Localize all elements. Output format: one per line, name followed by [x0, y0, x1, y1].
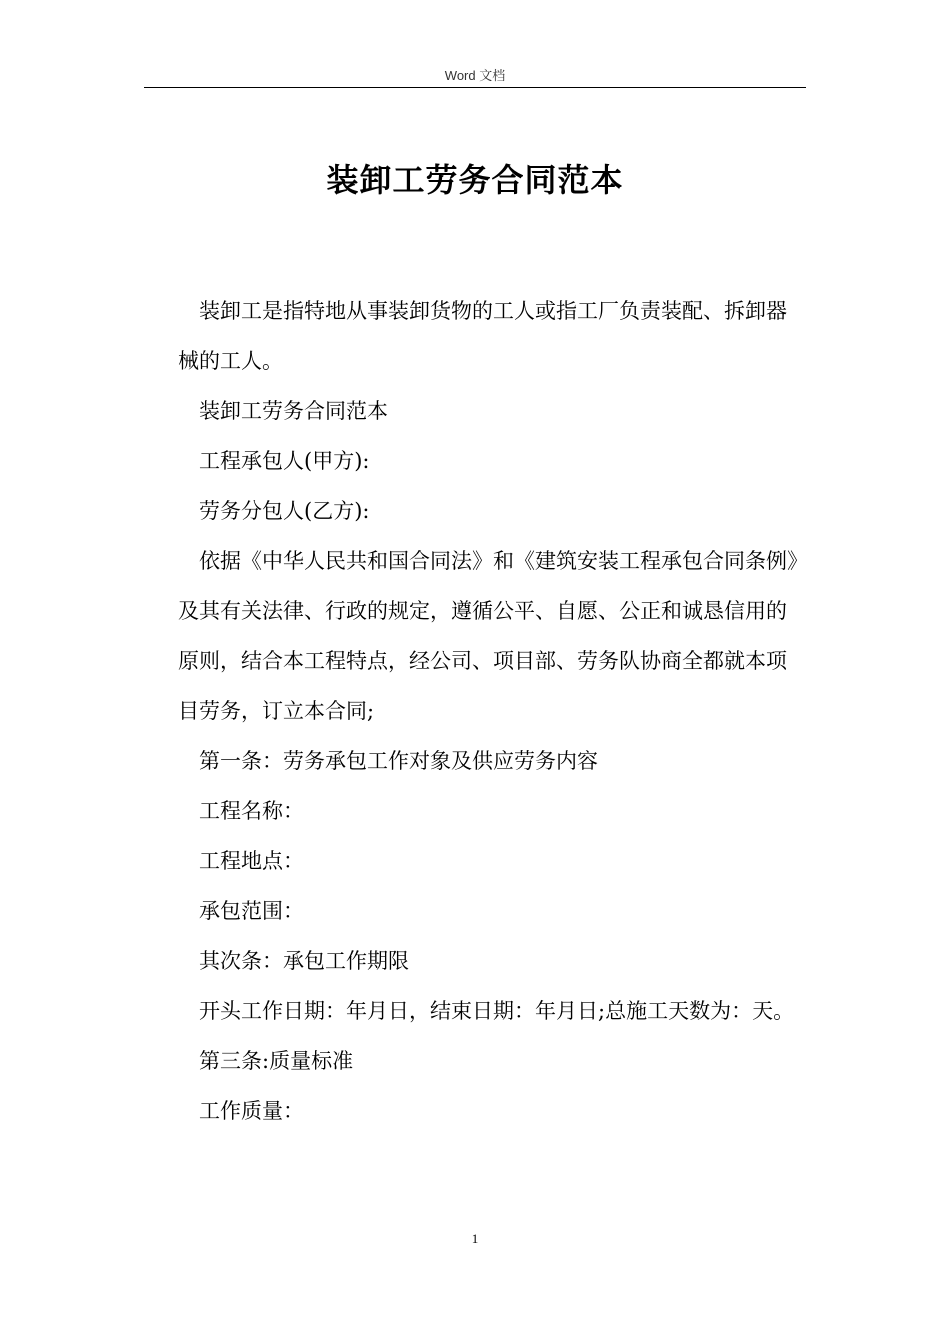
paragraph-work-quality: 工作质量： [199, 1099, 304, 1123]
paragraph-article-3: 第三条:质量标准 [199, 1049, 354, 1073]
header-divider [144, 87, 806, 88]
paragraph-contract-scope: 承包范围： [199, 899, 304, 923]
paragraph-project-name: 工程名称： [199, 799, 304, 823]
page-header-label: Word 文档 [444, 68, 506, 83]
paragraph-article-2: 其次条：承包工作期限 [199, 949, 409, 973]
paragraph-work-dates: 开头工作日期：年月日，结束日期：年月日;总施工天数为：天。 [199, 999, 795, 1023]
document-title: 装卸工劳务合同范本 [326, 161, 624, 199]
document-body [178, 286, 804, 1136]
paragraph-party-a: 工程承包人(甲方): [199, 449, 370, 473]
paragraph-subtitle: 装卸工劳务合同范本 [199, 399, 388, 423]
page-number: 1 [471, 1231, 479, 1246]
paragraph-article-1: 第一条：劳务承包工作对象及供应劳务内容 [199, 749, 598, 773]
paragraph-intro: 装卸工是指特地从事装卸货物的工人或指工厂负责装配、拆卸器械的工人。 [178, 299, 787, 373]
paragraph-party-b: 劳务分包人(乙方): [199, 499, 370, 523]
paragraph-legal-basis: 依据《中华人民共和国合同法》和《建筑安装工程承包合同条例》及其有关法律、行政的规定，遵循公平、自愿、公正和诚恳信用的原则，结合本工程特点，经公司、项目部、劳务队协商全都就本项目劳务，订立本合同; [178, 549, 798, 723]
paragraph-project-location: 工程地点： [199, 849, 304, 873]
